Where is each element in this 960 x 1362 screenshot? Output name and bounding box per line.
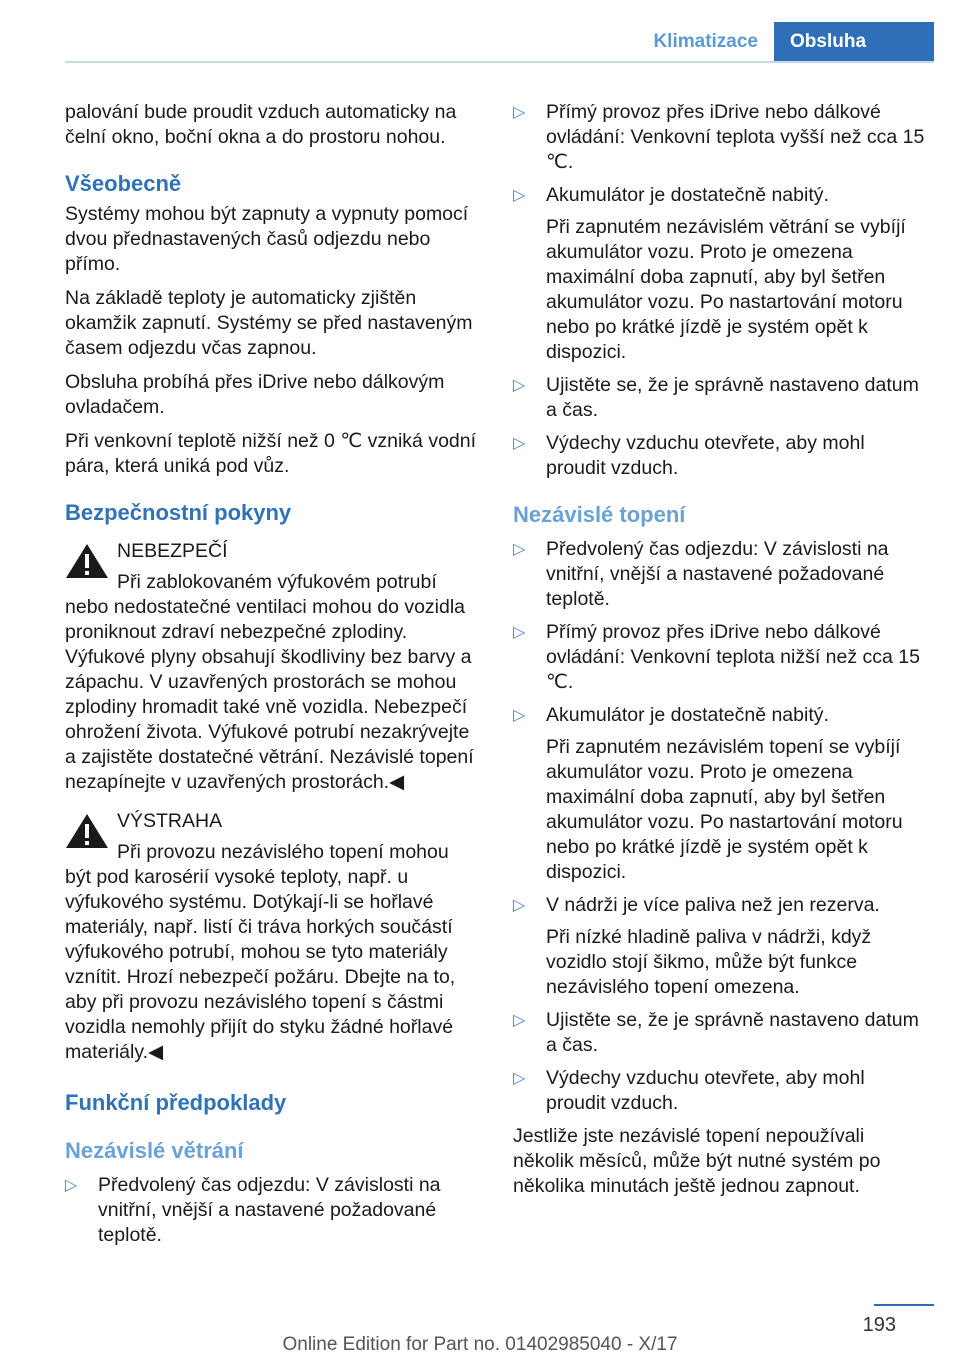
triangle-bullet-icon: ▷ — [513, 377, 526, 394]
heading-nezavisle-vetrani: Nezávislé větrání — [65, 1138, 244, 1163]
triangle-bullet-icon: ▷ — [513, 707, 526, 724]
warning-text: Při provozu nezávislého topení mohou být pod karosérií vysoké teploty, např. u výfukového systému. Dotýkají-li se hořlavé materiály, např. listí či tráva horkých součástí výfukového potrubí, mohou se tyto materiály vznítit. Hrozí nebezpečí požáru. Dbejte na to, aby při provozu nezávislého topení s částmi vozidla nemohly přijít do styku žádné hořlavé materiály.◀ — [65, 841, 456, 1063]
triangle-bullet-icon: ▷ — [513, 897, 526, 914]
list-item: ▷ Předvolený čas odjezdu: V závislosti na vnitřní, vnější a nastavené požadované teplotě. — [65, 1174, 441, 1246]
tab-obsluha[interactable]: Obsluha — [774, 22, 934, 62]
intro-paragraph: palování bude proudit vzduch automaticky na čelní okno, boční okna a do prostoru nohou. — [65, 101, 457, 148]
list-item: ▷ Výdechy vzduchu otevřete, aby mohl proudit vzduch. — [513, 1067, 865, 1114]
triangle-bullet-icon: ▷ — [513, 541, 526, 558]
header-tabs — [637, 22, 934, 62]
triangle-bullet-icon: ▷ — [513, 1070, 526, 1087]
paragraph: Systémy mohou být zapnuty a vypnuty pomocí dvou přednastavených časů odjezdu nebo přímo. — [65, 203, 469, 275]
paragraph: Při venkovní teplotě nižší než 0 ℃ vzniká vodní pára, která uniká pod vůz. — [65, 430, 477, 477]
topeni-list — [513, 537, 929, 1116]
triangle-bullet-icon: ▷ — [513, 104, 526, 121]
paragraph: Obsluha probíhá přes iDrive nebo dálkovým ovladačem. — [65, 371, 445, 418]
page-number-rule — [874, 1304, 934, 1306]
warning-triangle-icon — [65, 813, 109, 849]
heading-nezavisle-topeni: Nezávislé topení — [513, 502, 686, 527]
list-item: ▷ Akumulátor je dostatečně nabitý. Při zapnutém nezávislém větrání se vybíjí akumulátor vozu. Proto je omezena maximální doba zapnutí, aby byl šetřen akumulátor vozu. Po nastartování motoru nebo po krátké jízdě je systém opět k dispozici. — [513, 183, 929, 365]
heading-funkcni-predpoklady: Funkční předpoklady — [65, 1090, 287, 1115]
heading-bezpecnostni-pokyny: Bezpečnostní pokyny — [65, 500, 292, 525]
heading-vseobecne: Všeobecně — [65, 171, 182, 196]
list-item: ▷ V nádrži je více paliva než jen rezerva. Při nízké hladině paliva v nádrži, když vozidlo stojí šikmo, může být funkce nezávislého topení omezena. — [513, 893, 929, 1000]
paragraph: Na základě teploty je automaticky zjištěn okamžik zapnutí. Systémy se před nastaveným časem odjezdu včas zapnou. — [65, 287, 473, 359]
right-column — [513, 100, 929, 1208]
triangle-bullet-icon: ▷ — [513, 435, 526, 452]
list-item-note: Při zapnutém nezávislém topení se vybíjí akumulátor vozu. Proto je omezena maximální doba zapnutí, aby byl šetřen akumulátor vozu. Po nastartování motoru nebo po krátké jízdě je systém opět k dispozici. — [546, 736, 903, 883]
triangle-bullet-icon: ▷ — [513, 187, 526, 204]
triangle-bullet-icon: ▷ — [513, 624, 526, 641]
footer-edition: Online Edition for Part no. 01402985040 - X/17 — [282, 1334, 678, 1355]
list-item: ▷ Ujistěte se, že je správně nastaveno datum a čas. — [513, 1009, 919, 1056]
header-divider — [65, 61, 934, 63]
vetrani-list — [65, 1173, 478, 1248]
page-number: 193 — [862, 1314, 896, 1336]
list-item: ▷ Akumulátor je dostatečně nabitý. Při zapnutém nezávislém topení se vybíjí akumulátor vozu. Proto je omezena maximální doba zapnutí, aby byl šetřen akumulátor vozu. Po nastartování motoru nebo po krátké jízdě je systém opět k dispozici. — [513, 703, 929, 885]
triangle-bullet-icon: ▷ — [65, 1177, 78, 1194]
left-column — [65, 100, 478, 1256]
list-item: ▷ Výdechy vzduchu otevřete, aby mohl proudit vzduch. — [513, 432, 865, 479]
danger-warning — [65, 539, 478, 795]
warning-text: Při zablokovaném výfukovém potrubí nebo nedostatečné ventilaci mohou do vozidla proniknout zdraví nebezpečné zplodiny. Výfukové plyny obsahují škodliviny bez barvy a zápachu. V uzavřených prostorách se mohou zplodiny hromadit také vně vozidla. Nebezpečí ohrožení života. Výfukové potrubí nezakrývejte a zajistěte dostatečné větrání. Nezávislé topení nezapínejte v uzavřených prostorách.◀ — [65, 571, 474, 793]
triangle-bullet-icon: ▷ — [513, 1012, 526, 1029]
warning-title: NEBEZPEČÍ — [117, 540, 228, 562]
list-item-note: Při nízké hladině paliva v nádrži, když vozidlo stojí šikmo, může být funkce nezávislého topení omezena. — [546, 926, 872, 998]
list-item: ▷ Přímý provoz přes iDrive nebo dálkové ovládání: Venkovní teplota vyšší než cca 15 ℃. — [513, 101, 925, 173]
list-item: ▷ Přímý provoz přes iDrive nebo dálkové ovládání: Venkovní teplota nižší než cca 15 ℃. — [513, 621, 920, 693]
vetrani-list-continued — [513, 100, 929, 481]
list-item: ▷ Ujistěte se, že je správně nastaveno datum a čas. — [513, 374, 919, 421]
list-item-note: Při zapnutém nezávislém větrání se vybíjí akumulátor vozu. Proto je omezena maximální doba zapnutí, aby byl šetřen akumulátor vozu. Po nastartování motoru nebo po krátké jízdě je systém opět k dispozici. — [546, 216, 906, 363]
list-item: ▷ Předvolený čas odjezdu: V závislosti na vnitřní, vnější a nastavené požadované teplotě. — [513, 538, 889, 610]
warning-title: VÝSTRAHA — [117, 810, 223, 832]
caution-warning — [65, 809, 478, 1065]
closing-paragraph: Jestliže jste nezávislé topení nepoužívali několik měsíců, může být nutné systém po několika minutách ještě jednou zapnout. — [513, 1125, 881, 1197]
tab-klimatizace[interactable]: Klimatizace — [653, 31, 758, 52]
warning-triangle-icon — [65, 543, 109, 579]
